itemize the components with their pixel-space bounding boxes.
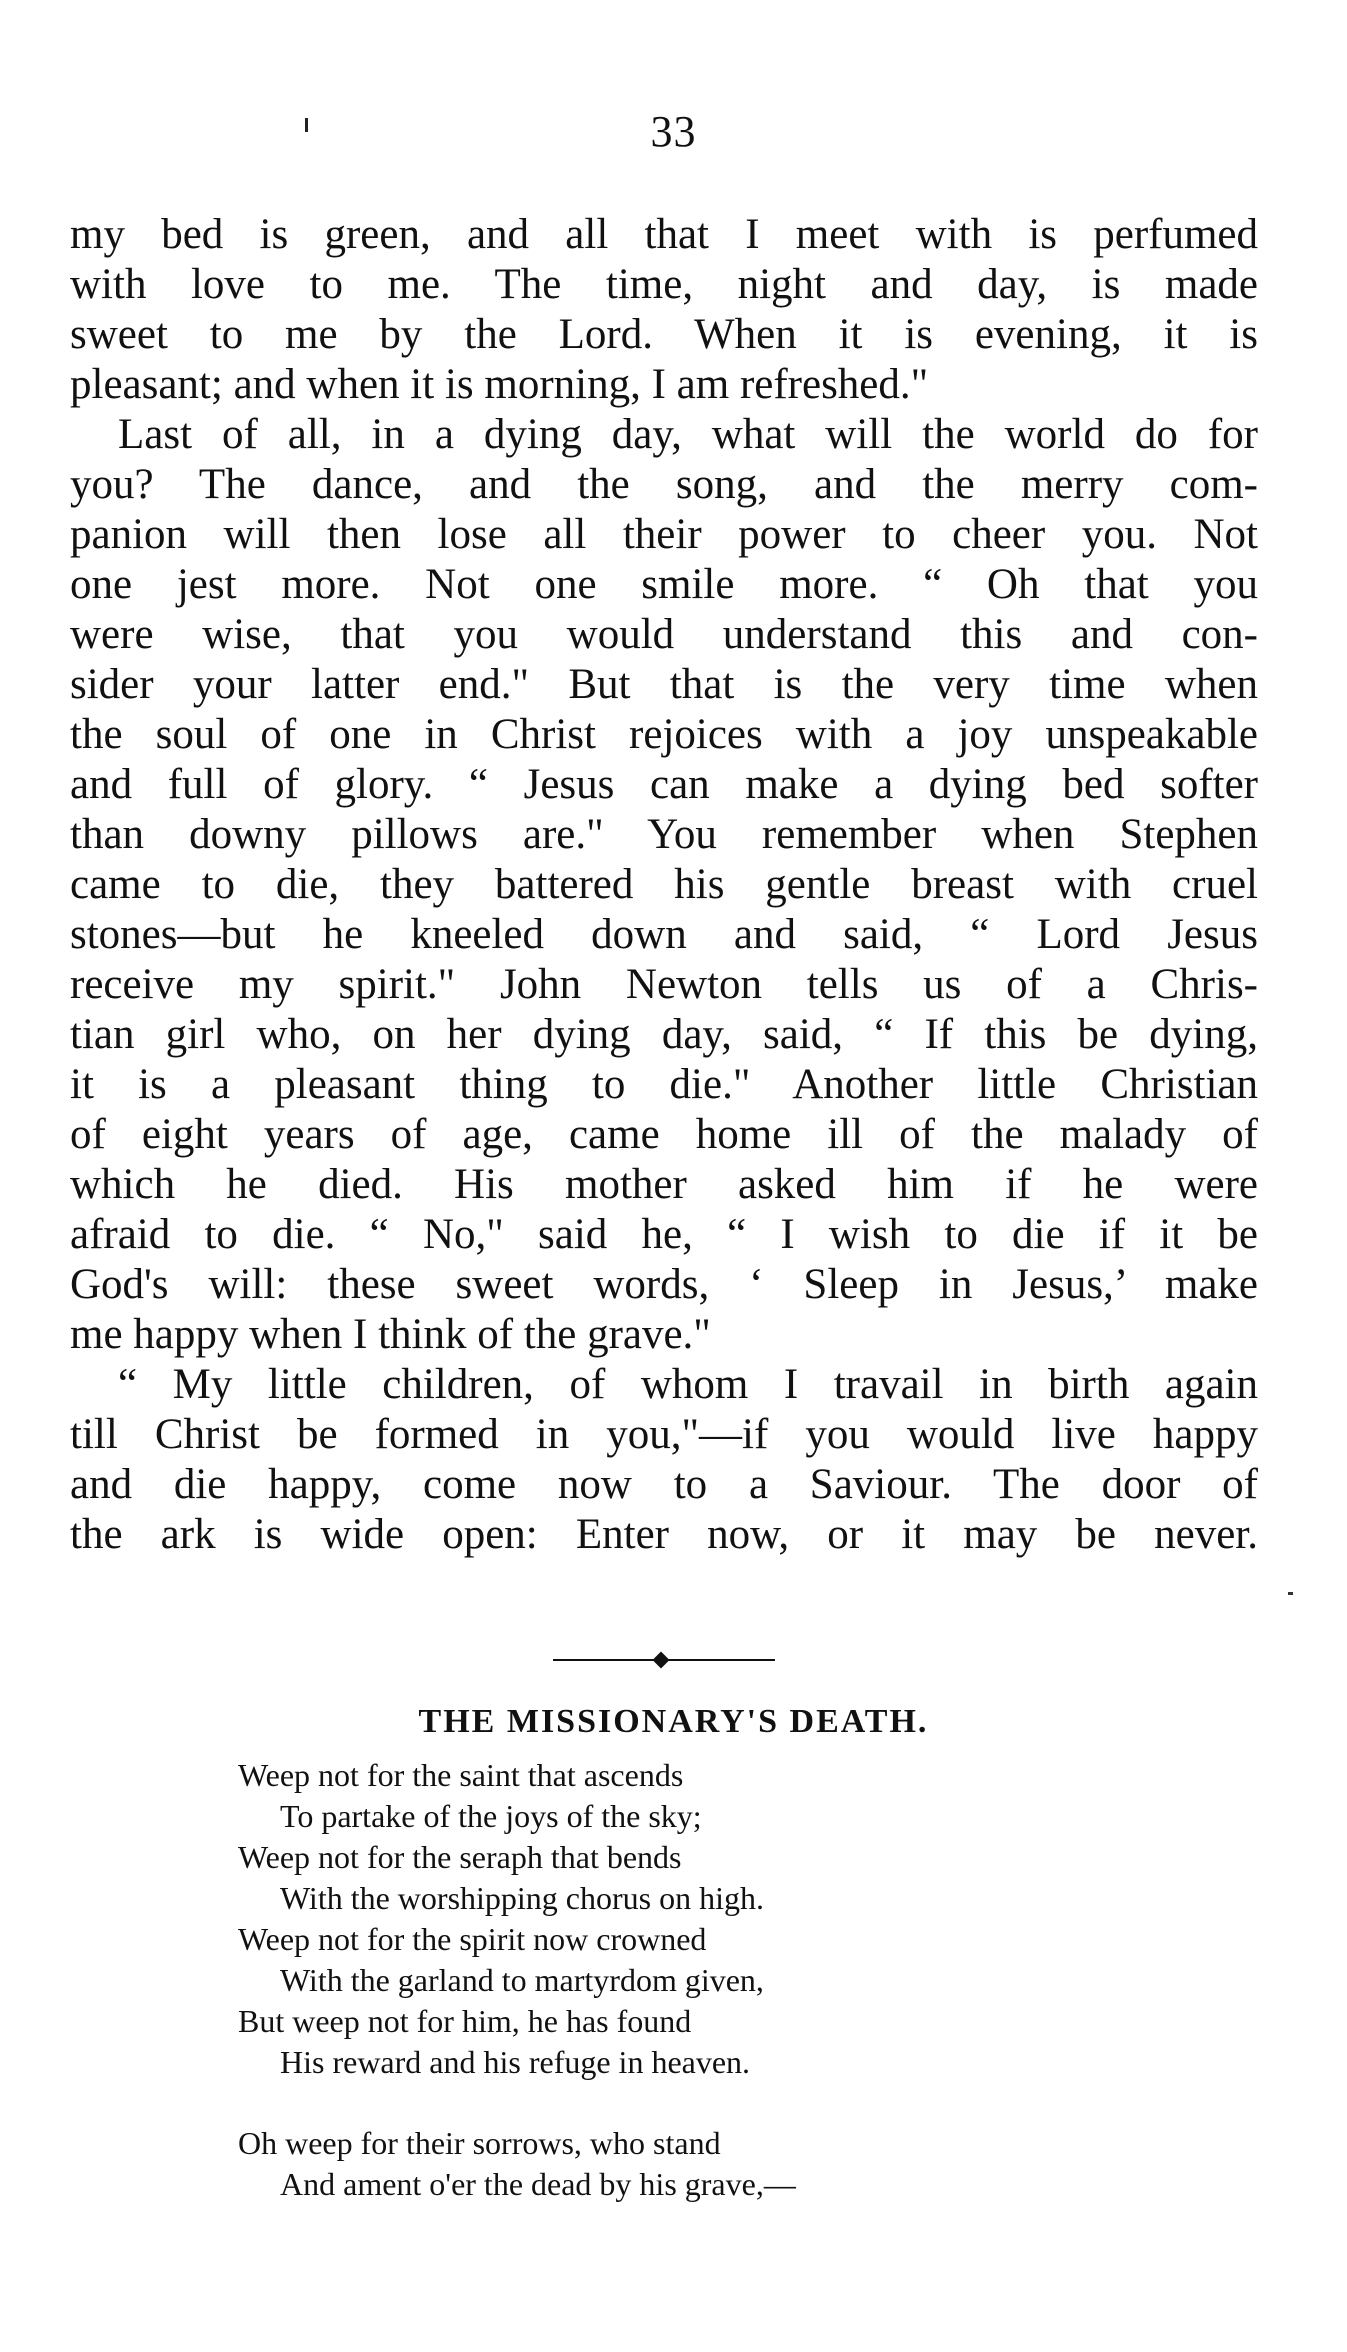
prose-line: with love to me. The time, night and day, is made [70, 261, 1258, 308]
prose-line: till Christ be formed in you,"—if you would live happy [70, 1411, 1258, 1458]
prose-line: “ My little children, of whom I travail in birth again [118, 1361, 1258, 1408]
section-divider [553, 1654, 775, 1666]
prose-line: God's will: these sweet words, ‘ Sleep in Jesus,’ make [70, 1261, 1258, 1308]
prose-line: pleasant; and when it is morning, I am refreshed." [70, 361, 929, 408]
poem-line: To partake of the joys of the sky; [280, 1798, 702, 1834]
divider-diamond-ornament [653, 1652, 670, 1669]
poem-body [238, 1755, 1138, 2205]
prose-line: panion will then lose all their power to cheer you. Not [70, 511, 1258, 558]
prose-line: tian girl who, on her dying day, said, “ If this be dying, [70, 1011, 1258, 1058]
prose-line: sider your latter end." But that is the very time when [70, 661, 1258, 708]
prose-line: me happy when I think of the grave." [70, 1311, 711, 1358]
prose-line: the ark is wide open: Enter now, or it may be never. [70, 1511, 1258, 1558]
prose-line: stones—but he kneeled down and said, “ Lord Jesus [70, 911, 1258, 958]
poem-line: Oh weep for their sorrows, who stand [238, 2125, 721, 2161]
prose-line: and die happy, come now to a Saviour. The door of [70, 1461, 1258, 1508]
prose-line: afraid to die. “ No," said he, “ I wish to die if it be [70, 1211, 1258, 1258]
prose-line: it is a pleasant thing to die." Another little Christian [70, 1061, 1258, 1108]
prose-line: Last of all, in a dying day, what will the world do for [118, 411, 1258, 458]
poem-line: But weep not for him, he has found [238, 2003, 692, 2039]
poem-line: With the worshipping chorus on high. [280, 1880, 764, 1916]
prose-line: came to die, they battered his gentle breast with cruel [70, 861, 1258, 908]
poem-line: Weep not for the spirit now crowned [238, 1921, 707, 1957]
prose-line: my bed is green, and all that I meet with is perfumed [70, 211, 1258, 258]
poem-line: Weep not for the saint that ascends [238, 1757, 684, 1793]
prose-line: sweet to me by the Lord. When it is evening, it is [70, 311, 1258, 358]
poem-line: And ament o'er the dead by his grave,— [280, 2166, 796, 2202]
poem-line: His reward and his refuge in heaven. [280, 2044, 751, 2080]
print-speck [1288, 1592, 1293, 1595]
prose-line: the soul of one in Christ rejoices with a joy unspeakable [70, 711, 1258, 758]
poem-line: With the garland to martyrdom given, [280, 1962, 764, 1998]
prose-line: and full of glory. “ Jesus can make a dying bed softer [70, 761, 1258, 808]
prose-line: receive my spirit." John Newton tells us of a Chris- [70, 961, 1258, 1008]
poem-title: THE MISSIONARY'S DEATH. [418, 1703, 929, 1740]
prose-body [70, 210, 1258, 1560]
stanza-gap [238, 2083, 1138, 2123]
prose-line: which he died. His mother asked him if he were [70, 1161, 1258, 1208]
prose-line: of eight years of age, came home ill of the malady of [70, 1111, 1258, 1158]
prose-line: you? The dance, and the song, and the merry com- [70, 461, 1258, 508]
page-number: 33 [650, 107, 697, 156]
prose-line: than downy pillows are." You remember when Stephen [70, 811, 1258, 858]
prose-line: were wise, that you would understand this and con- [70, 611, 1258, 658]
prose-line: one jest more. Not one smile more. “ Oh that you [70, 561, 1258, 608]
poem-line: Weep not for the seraph that bends [238, 1839, 682, 1875]
